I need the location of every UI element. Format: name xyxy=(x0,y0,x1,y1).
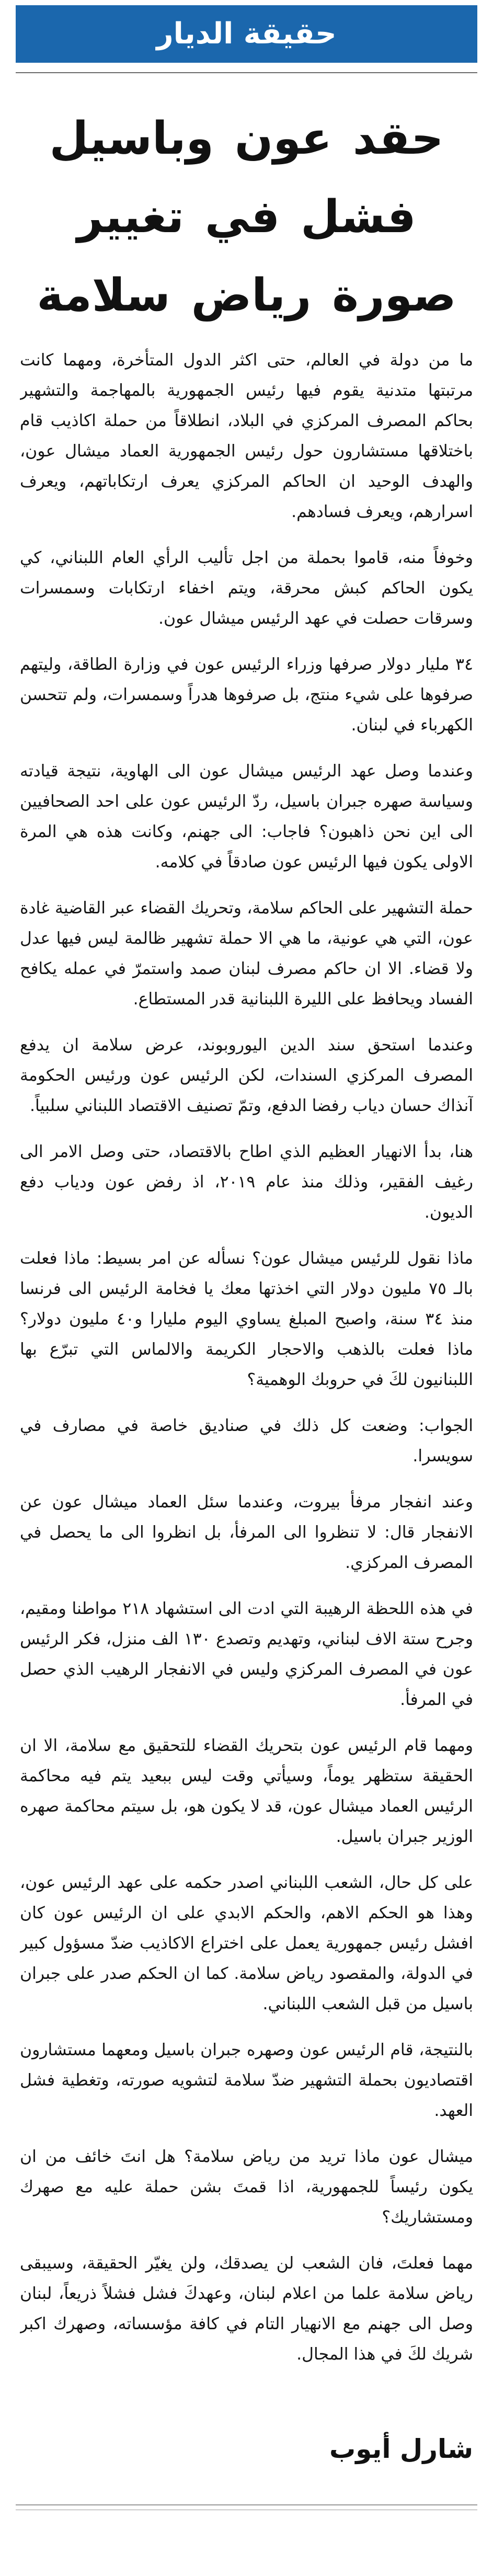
paragraph: ميشال عون ماذا تريد من رياض سلامة؟ هل انتَ خائف من ان يكون رئيساً للجمهورية، اذا قمتَ بشن حملة عليه مع صهرك ومستشاريك؟ xyxy=(20,2147,473,2227)
paragraph: بالنتيجة، قام الرئيس عون وصهره جبران باسيل ومعهما مستشارون اقتصاديون بحملة التشهير ضدّ سلامة لتشويه صورته، وتغطية فشل العهد. xyxy=(20,2041,473,2120)
section-label: حقيقة الديار xyxy=(156,17,337,51)
section-header xyxy=(16,5,477,63)
paragraph: الجواب: وضعت كل ذلك في صناديق خاصة في مصارف في سويسرا. xyxy=(20,1416,473,1466)
paragraph: وعند انفجار مرفأ بيروت، وعندما سئل العماد ميشال عون عن الانفجار قال: لا تنظروا الى المرفأ، بل انظروا الى ما يحصل في المصرف المركزي. xyxy=(20,1493,473,1572)
footer-divider xyxy=(16,2504,477,2505)
paragraph: وعندما استحق سند الدين اليوروبوند، عرض سلامة ان يدفع المصرف المركزي السندات، لكن الرئيس عون ورئيس الحكومة آنذاك حسان دياب رفضا الدفع، وتمّ تصنيف الاقتصاد اللبناني سلبياً. xyxy=(20,1036,473,1115)
paragraph: ومهما قام الرئيس عون بتحريك القضاء للتحقيق مع سلامة، الا ان الحقيقة ستظهر يوماً، وسيأتي وقت ليس ببعيد يتم فيه محاكمة الرئيس العماد ميشال عون، قد لا يكون هو، بل سيتم محاكمة صهره الوزير جبران باسيل. xyxy=(20,1736,473,1846)
paragraph: ماذا نقول للرئيس ميشال عون؟ نسأله عن امر بسيط: ماذا فعلت بالـ ٧٥ مليون دولار التي اخذتها معك يا فخامة الرئيس الى فرنسا منذ ٣٤ سنة، واصبح المبلغ يساوي اليوم مليارا و٤٠ مليون دولار؟ ماذا فعلت بالذهب والاحجار الكريمة والالماس التي تبرّع بها اللبنانيون لكَ في حروبك الوهمية؟ xyxy=(20,1249,473,1389)
paragraph: وعندما وصل عهد الرئيس ميشال عون الى الهاوية، نتيجة قيادته وسياسة صهره جبران باسيل، ردّ الرئيس عون على احد الصحافيين الى اين نحن ذاهبون؟ فاجاب: الى جهنم، وكانت هذه هي المرة الاولى يكون فيها الرئيس عون صادقاً في كلامه. xyxy=(20,762,473,872)
paragraph: ما من دولة في العالم، حتى اكثر الدول المتأخرة، ومهما كانت مرتبتها متدنية يقوم فيها رئيس الجمهورية بالمهاجمة والتشهير بحاكم المصرف المركزي في البلاد، انطلاقاً من حملة اكاذيب قام باختلاقها مستشارون حول رئيس الجمهورية العماد ميشال عون، والهدف الوحيد ان الحاكم المركزي يعرف ارتكاباتهم، ويعرف اسرارهم، ويعرف فسادهم. xyxy=(20,351,473,521)
author-signature: شارل أيوب xyxy=(329,2434,473,2464)
paragraph: في هذه اللحظة الرهيبة التي ادت الى استشهاد ٢١٨ مواطنا ومقيم، وجرح ستة الاف لبناني، وتهديم وتصدع ١٣٠ الف منزل، فكر الرئيس عون في المصرف المركزي وليس في الانفجار الرهيب الذي حصل في المرفأ. xyxy=(20,1599,473,1709)
paragraph: مهما فعلتَ، فان الشعب لن يصدقك، ولن يغيّر الحقيقة، وسيبقى رياض سلامة علما من اعلام لبنان، وعهدكَ فشل فشلاً ذريعاً، لبنان وصل الى جهنم مع الانهيار التام في كافة مؤسساته، وصهرك اكبر شريك لكَ في هذا المجال. xyxy=(20,2254,473,2364)
article-body xyxy=(20,345,473,2415)
paragraph: هنا، بدأ الانهيار العظيم الذي اطاح بالاقتصاد، حتى وصل الامر الى رغيف الفقير، وذلك منذ عام ٢٠١٩، اذ رفض عون ودياب دفع الديون. xyxy=(20,1142,473,1222)
paragraph: حملة التشهير على الحاكم سلامة، وتحريك القضاء عبر القاضية غادة عون، التي هي عونية، ما هي الا حملة تشهير ظالمة ليس فيها عدل ولا قضاء. الا ان حاكم مصرف لبنان صمد واستمرّ في عمله يكافح الفساد ويحافظ على الليرة اللبنانية قدر المستطاع. xyxy=(20,899,473,1009)
headline-line-3: صورة رياض سلامة xyxy=(37,269,456,322)
paragraph: ٣٤ مليار دولار صرفها وزراء الرئيس عون في وزارة الطاقة، وليتهم صرفوها على شيء منتج، بل صرفوها هدراً وسمسرات، ولم تتحسن الكهرباء في لبنان. xyxy=(20,655,473,735)
paragraph: على كل حال، الشعب اللبناني اصدر حكمه على عهد الرئيس عون، وهذا هو الحكم الاهم، والحكم الابدي على ان الرئيس عون كان افشل رئيس جمهورية يعمل على اختراع الاكاذيب ضدّ مسؤول كبير في الدولة، والمقصود رياض سلامة. كما ان الحكم صدر على جبران باسيل من قبل الشعب اللبناني. xyxy=(20,1873,473,2013)
headline xyxy=(21,99,472,335)
headline-line-1: حقد عون وباسيل xyxy=(49,112,444,165)
header-divider xyxy=(16,72,477,73)
paragraph: وخوفاً منه، قاموا بحملة من اجل تأليب الرأي العام اللبناني، كي يكون الحاكم كبش محرقة، ويتم اخفاء ارتكابات وسمسرات وسرقات حصلت في عهد الرئيس ميشال عون. xyxy=(20,548,473,628)
headline-line-2: فشل في تغيير xyxy=(77,191,416,243)
